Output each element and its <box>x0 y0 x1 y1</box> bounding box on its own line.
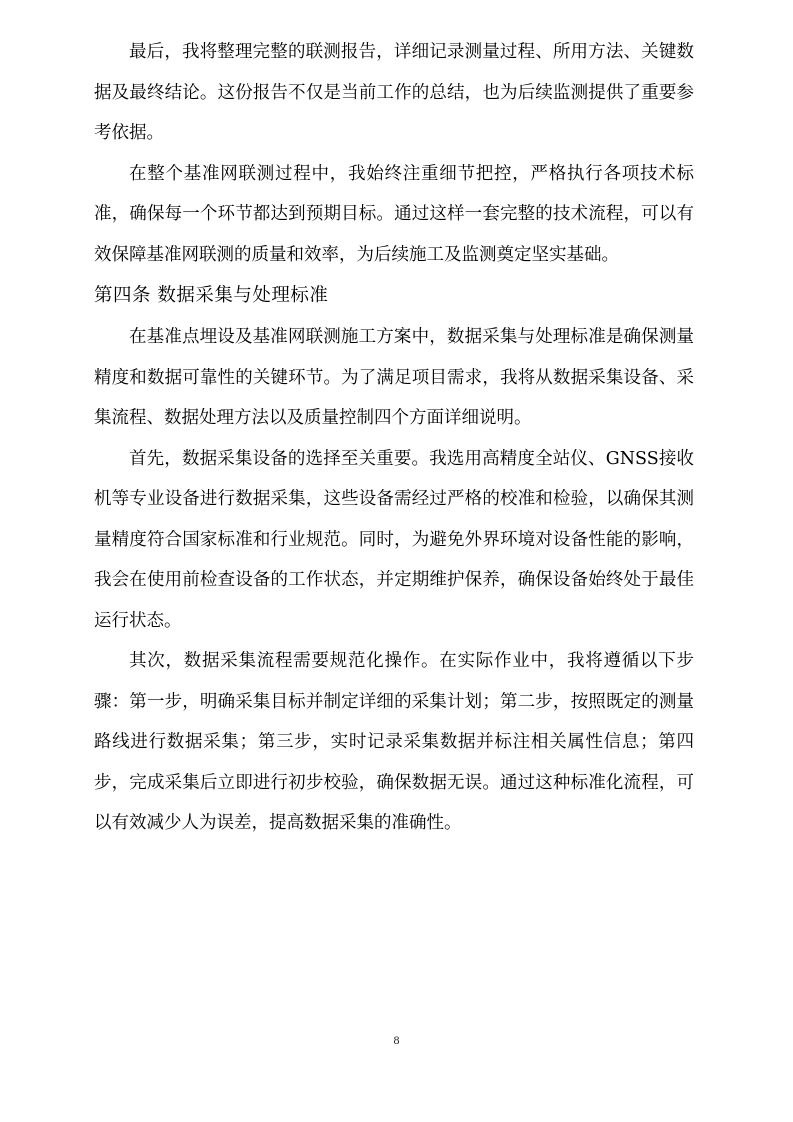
paragraph: 在基准点埋设及基准网联测施工方案中，数据采集与处理标准是确保测量精度和数据可靠性的关键环节。为了满足项目需求，我将从数据采集设备、采集流程、数据处理方法以及质量控制四个方面详细说明。 <box>94 327 694 428</box>
paragraph: 首先，数据采集设备的选择至关重要。我选用高精度全站仪、GNSS接收机等专业设备进行数据采集，这些设备需经过严格的校准和检验，以确保其测量精度符合国家标准和行业规范。同时，为避免外界环境对设备性能的影响，我会在使用前检查设备的工作状态，并定期维护保养，确保设备始终处于最佳运行状态。 <box>94 448 694 631</box>
section-heading: 第四条 数据采集与处理标准 <box>94 285 329 306</box>
paragraph: 在整个基准网联测过程中，我始终注重细节把控，严格执行各项技术标准，确保每一个环节都达到预期目标。通过这样一套完整的技术流程，可以有效保障基准网联测的质量和效率，为后续施工及监测奠定坚实基础。 <box>94 163 694 265</box>
paragraph: 其次，数据采集流程需要规范化操作。在实际作业中，我将遵循以下步骤：第一步，明确采集目标并制定详细的采集计划；第二步，按照既定的测量路线进行数据采集；第三步，实时记录采集数据并标注相关属性信息；第四步，完成采集后立即进行初步校验，确保数据无误。通过这种标准化流程，可以有效减少人为误差，提高数据采集的准确性。 <box>94 651 694 833</box>
page-content <box>94 32 694 844</box>
page-number: 8 <box>393 1033 400 1047</box>
paragraph: 最后，我将整理完整的联测报告，详细记录测量过程、所用方法、关键数据及最终结论。这份报告不仅是当前工作的总结，也为后续监测提供了重要参考依据。 <box>94 42 694 143</box>
